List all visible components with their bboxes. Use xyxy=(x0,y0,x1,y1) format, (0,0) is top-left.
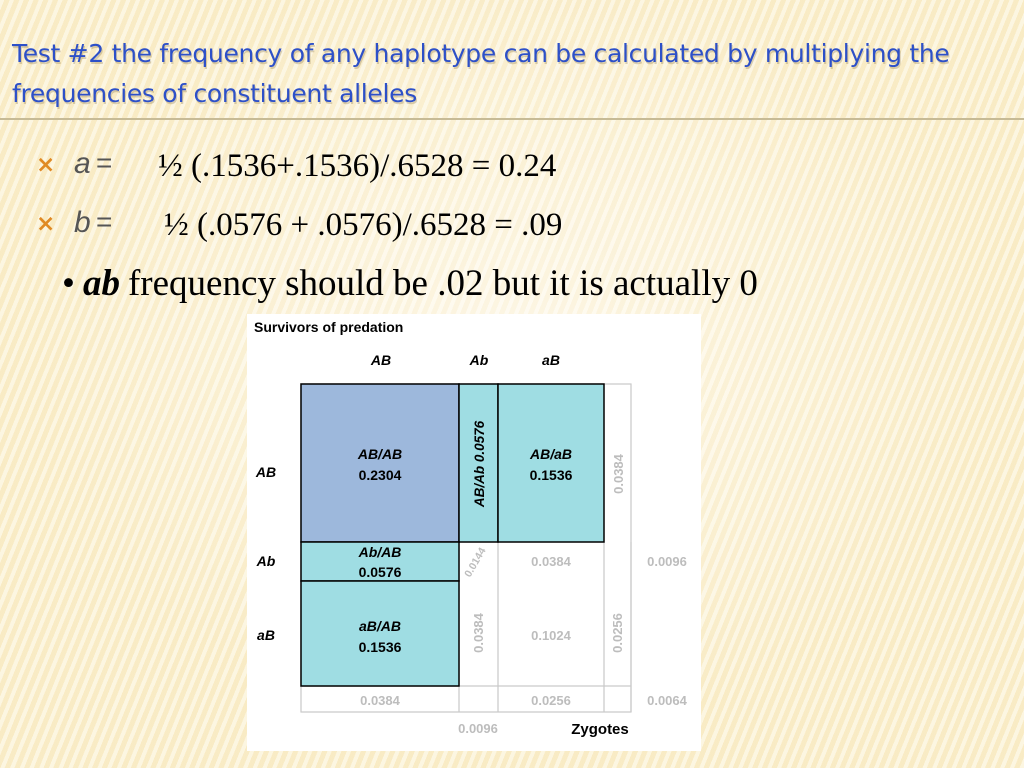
cell-ab-AB-value: 0.0384 xyxy=(360,693,400,708)
x-bullet-icon: × xyxy=(36,152,56,178)
col-header-Ab: Ab xyxy=(469,352,489,368)
title-divider xyxy=(0,118,1024,120)
cell-aB-aB-value: 0.1024 xyxy=(531,628,571,643)
bullet-variable: b xyxy=(74,206,91,239)
statement-text: frequency should be .02 but it is actually 0 xyxy=(127,263,758,304)
row-header-aB: aB xyxy=(257,627,275,643)
cell-AB-aB-value: 0.1536 xyxy=(529,467,573,483)
row-header-AB: AB xyxy=(255,464,277,480)
cell-AB-aB-label: AB/aB xyxy=(529,446,573,462)
zygotes-label: Zygotes xyxy=(571,721,629,738)
bullet-expression: ½ (.0576 + .0576)/.6528 = .09 xyxy=(164,207,563,243)
bullet-equals: = xyxy=(96,206,113,237)
cell-ab-ab-value: 0.0064 xyxy=(647,693,687,708)
col-header-AB: AB xyxy=(370,352,392,368)
cell-Ab-AB-value: 0.0576 xyxy=(358,564,402,580)
cell-AB-aB xyxy=(498,384,604,542)
bullet-expression: ½ (.1536+.1536)/.6528 = 0.24 xyxy=(158,148,557,184)
cell-Ab-aB-value: 0.0384 xyxy=(531,554,571,569)
cell-AB-AB-value: 0.2304 xyxy=(358,467,402,483)
cell-AB-AB xyxy=(301,384,459,542)
cell-Ab-Ab-value: 0.0144 xyxy=(462,545,489,580)
row-header-Ab: Ab xyxy=(256,553,276,569)
cell-ab-aB-value: 0.0256 xyxy=(531,693,571,708)
x-bullet-icon: × xyxy=(36,211,56,237)
bullet-variable: a xyxy=(74,147,91,180)
cell-AB-ab-value: 0.0384 xyxy=(611,454,626,494)
punnett-figure xyxy=(247,314,701,751)
cell-aB-ab-value: 0.0256 xyxy=(610,613,625,653)
col-header-aB: aB xyxy=(542,352,560,368)
figure-title: Survivors of predation xyxy=(254,319,404,335)
cell-aB-AB-value: 0.1536 xyxy=(358,639,402,655)
cell-aB-Ab-value: 0.0384 xyxy=(471,613,486,653)
cell-Ab-AB-label: Ab/AB xyxy=(358,544,402,560)
statement-emphasis: ab xyxy=(82,263,120,304)
cell-AB-AB-label: AB/AB xyxy=(357,446,403,462)
cell-ab-Ab-value: 0.0096 xyxy=(458,721,498,736)
bullet-dot: • xyxy=(62,263,75,304)
cell-Ab-ab-value: 0.0096 xyxy=(647,554,687,569)
slide-title: Test #2 the frequency of any haplotype can be calculated by multiplying the frequencies of constituent alleles xyxy=(12,39,950,108)
cell-aB-AB-label: aB/AB xyxy=(358,618,402,634)
punnett-square-diagram xyxy=(247,314,701,751)
statement-bullet xyxy=(62,262,758,305)
cell-AB-Ab-text: AB/Ab 0.0576 xyxy=(472,420,487,508)
bullet-equals: = xyxy=(96,147,113,178)
